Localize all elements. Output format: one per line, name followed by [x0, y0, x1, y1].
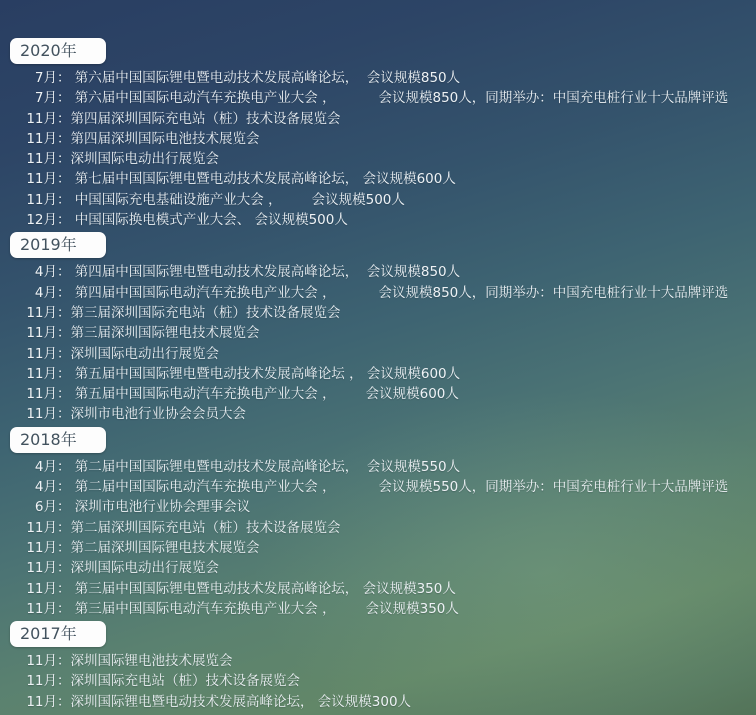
- year-section-2017: [0, 621, 756, 712]
- event-month: 7月: [34, 70, 57, 86]
- event-text: ： 第六届中国国际锂电暨电动技术发展高峰论坛， 会议规模850人: [57, 70, 461, 86]
- event-text: ： 深圳市电池行业协会理事会议: [57, 499, 251, 516]
- event-row: [26, 457, 756, 477]
- year-badge-line: [10, 427, 756, 455]
- event-text: ：深圳市电池行业协会会员大会: [57, 406, 246, 423]
- year-badge-2018: [10, 427, 106, 453]
- year-label: 2018年: [20, 429, 77, 449]
- event-text: ： 第六届中国国际电动汽车充换电产业大会 ， 会议规模850人，同期举办：中国充电桩行业十大品牌评选: [57, 90, 729, 107]
- year-section-2018: [0, 427, 756, 619]
- year-badge-line: [10, 232, 756, 260]
- event-list: [0, 651, 756, 712]
- event-text: ： 第三届中国国际电动汽车充换电产业大会 ， 会议规模350人: [57, 600, 459, 617]
- event-row: [26, 303, 756, 323]
- event-row: [26, 497, 756, 517]
- event-month: 11月: [26, 151, 57, 168]
- event-month: 11月: [26, 325, 57, 342]
- event-list: [0, 457, 756, 619]
- event-row: [26, 599, 756, 619]
- event-row: [26, 518, 756, 538]
- event-month: 11月: [26, 304, 57, 321]
- event-month: 11月: [26, 519, 57, 536]
- event-month: 4月: [34, 284, 57, 301]
- event-text: ：第三届深圳国际充电站（桩）技术设备展览会: [57, 304, 341, 321]
- event-month: 4月: [34, 264, 57, 281]
- event-month: 11月: [26, 171, 57, 188]
- event-month: 11月: [26, 560, 57, 577]
- event-text: ：第三届深圳国际锂电技术展览会: [57, 325, 260, 342]
- event-row: [26, 68, 756, 88]
- event-row: [26, 579, 756, 599]
- event-text: ： 第二届中国国际电动汽车充换电产业大会 ， 会议规模550人，同期举办：中国充电桩行业十大品牌评选: [57, 479, 729, 496]
- event-month: 11月: [26, 539, 57, 556]
- event-text: ： 中国国际换电模式产业大会、 会议规模500人: [57, 212, 348, 229]
- event-list: [0, 262, 756, 424]
- event-text: ： 第五届中国国际锂电暨电动技术发展高峰论坛 ， 会议规模600人: [57, 365, 461, 382]
- event-row: [26, 210, 756, 230]
- event-month: 11月: [26, 406, 57, 423]
- event-text: ：第二届深圳国际锂电技术展览会: [57, 539, 260, 556]
- event-month: 11月: [26, 365, 57, 382]
- event-text: ：深圳国际锂电暨电动技术发展高峰论坛， 会议规模300人: [57, 693, 412, 710]
- event-month: 11月: [26, 110, 57, 127]
- event-row: [26, 344, 756, 364]
- year-badge-2020: [10, 38, 106, 64]
- event-text: ： 第三届中国国际锂电暨电动技术发展高峰论坛， 会议规模350人: [57, 580, 456, 597]
- event-month: 6月: [34, 499, 57, 516]
- event-month: 11月: [26, 130, 57, 147]
- event-row: [26, 671, 756, 691]
- event-row: [26, 109, 756, 129]
- event-row: [26, 283, 756, 303]
- event-row: [26, 149, 756, 169]
- year-badge-2019: [10, 232, 106, 258]
- event-text: ： 第四届中国国际锂电暨电动技术发展高峰论坛， 会议规模850人: [57, 264, 461, 281]
- event-row: [26, 129, 756, 149]
- event-text: ： 中国国际充电基础设施产业大会 ， 会议规模500人: [57, 191, 405, 208]
- year-label: 2019年: [20, 235, 77, 255]
- event-text: ：深圳国际锂电池技术展览会: [57, 653, 233, 670]
- event-row: [26, 651, 756, 671]
- event-month: 11月: [26, 191, 57, 208]
- event-row: [26, 323, 756, 343]
- event-row: [26, 190, 756, 210]
- event-row: [26, 538, 756, 558]
- event-row: [26, 262, 756, 282]
- event-row: [26, 477, 756, 497]
- event-row: [26, 692, 756, 712]
- event-text: ：深圳国际电动出行展览会: [57, 151, 219, 168]
- event-text: ：深圳国际电动出行展览会: [57, 345, 219, 362]
- event-month: 4月: [34, 458, 57, 475]
- event-month: 11月: [26, 600, 57, 617]
- event-text: ： 第七届中国国际锂电暨电动技术发展高峰论坛， 会议规模600人: [57, 171, 456, 188]
- year-section-2019: [0, 232, 756, 424]
- year-badge-line: [10, 38, 756, 66]
- event-month: 11月: [26, 386, 57, 403]
- event-text: ：第四届深圳国际电池技术展览会: [57, 130, 260, 147]
- event-month: 11月: [26, 693, 57, 710]
- event-text: ：第四届深圳国际充电站（桩）技术设备展览会: [57, 110, 341, 127]
- event-text: ：第二届深圳国际充电站（桩）技术设备展览会: [57, 519, 341, 536]
- event-month: 11月: [26, 580, 57, 597]
- event-row: [26, 384, 756, 404]
- year-label: 2020年: [20, 41, 77, 60]
- event-list: [0, 68, 756, 230]
- event-text: ：深圳国际电动出行展览会: [57, 560, 219, 577]
- event-month: 11月: [26, 673, 57, 690]
- event-month: 4月: [34, 479, 57, 496]
- event-month: 7月: [34, 90, 57, 107]
- event-month: 11月: [26, 345, 57, 362]
- event-row: [26, 169, 756, 189]
- event-row: [26, 88, 756, 108]
- event-month: 11月: [26, 653, 57, 670]
- event-text: ： 第二届中国国际锂电暨电动技术发展高峰论坛， 会议规模550人: [57, 458, 461, 475]
- event-row: [26, 404, 756, 424]
- event-text: ：深圳国际充电站（桩）技术设备展览会: [57, 673, 300, 690]
- year-label: 2017年: [20, 624, 77, 644]
- event-text: ： 第四届中国国际电动汽车充换电产业大会 ， 会议规模850人，同期举办：中国充电桩行业十大品牌评选: [57, 284, 729, 301]
- event-month: 12月: [26, 212, 57, 229]
- year-badge-2017: [10, 621, 106, 647]
- event-text: ： 第五届中国国际电动汽车充换电产业大会 ， 会议规模600人: [57, 386, 459, 403]
- year-section-2020: [0, 38, 756, 230]
- event-row: [26, 364, 756, 384]
- year-badge-line: [10, 621, 756, 649]
- event-row: [26, 558, 756, 578]
